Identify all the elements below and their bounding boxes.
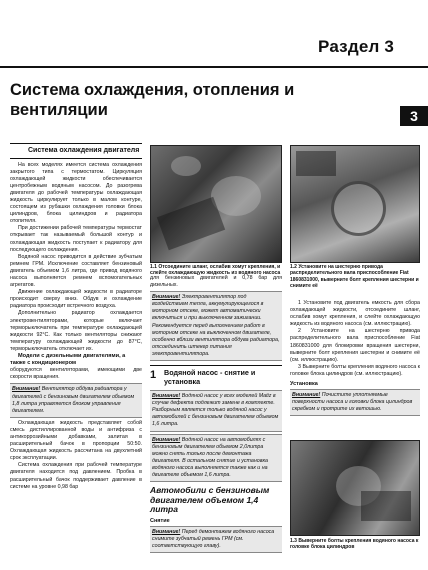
section-number: 1 [150, 369, 157, 382]
bold-paragraph: Модели с дизельными двигателями, а также с кондиционером [10, 353, 126, 367]
step-paragraph: 3 Выверните болты крепления водяного насоса к головке блока цилиндров (см. иллюстрацию). [290, 363, 420, 377]
paragraph: Охлаждающая жидкость представляет собой смесь дистиллированной воды и антифриза с антикоррозийными добавками, залитая в расширительный бачок в пропорции 50:50. Охлаждающая жидкость рассчитана на двухлетний срок эксплуатации. [10, 419, 142, 462]
warning-box [150, 434, 282, 483]
warning-text: Электровентилятор под воздействием тепла, аккумулирующегося в моторном отсеке, может автоматически включиться и при выключенном зажигании. Рекомендуется перед выполнением работ в моторном отсеке на выключенном двигателе, особенно вблизи вентилятора обдува радиатора, отсоединить штекер питания электровентилятора. [152, 294, 280, 357]
section-label: Раздел 3 [318, 37, 395, 56]
page-title: Система охлаждения, отопления и вентиляции [10, 81, 295, 119]
subsection-heading: Автомобили с бензиновым двигателем объемом 1,4 литра [150, 485, 270, 515]
paragraph: При достижении рабочей температуры термостат открывает так называемый большой контур и охлаждающая жидкость поступает к радиатору для последующего охлаждения. [10, 225, 142, 253]
column-1 [10, 147, 142, 491]
photo-camshaft-tool [290, 145, 420, 263]
paragraph: Водяной насос приводится в действие зубчатым ремнем ГРМ. Исключение составляет бензиновый двигатель объемом 1,6 литра, где привод водяного насоса выполняется ремнем вспомогательных агрегатов. [10, 253, 142, 289]
chapter-thumb-tab: 3 [400, 106, 428, 126]
step-paragraph: 2 Установите на шестерню привода распределительного вала приспособление Fiat 1860831000 для блокировки вращения шестерни, выверните болт крепления шестерни и снимите её (см. иллюстрацию). [290, 328, 420, 363]
photo1-caption: 1.1 Отсоедините шланг, ослабив хомут крепления, и слейте охлаждающую жидкость из водяного насоса [150, 264, 281, 277]
paragraph: оборудуются вентиляторами, имеющими две скорости вращения. [10, 367, 142, 381]
warning-box [150, 291, 282, 361]
paragraph: для бензиновых двигателей и 0,78 бар для дизельных. [150, 275, 282, 289]
procedure-heading: Снятие [150, 517, 170, 524]
photo3-caption: 1.3 Выверните болты крепления водяного насоса к головке блока цилиндров [290, 538, 419, 551]
warning-text: Вентилятор обдува радиатора у двигателей с бензиновым двигателем объемом 1,8 литра управляется блоком управления двигателем. [12, 386, 135, 414]
paragraph: Система охлаждения при рабочей температуре двигателя находится под давлением. Пробка в расширительный бачок поддерживает давление в системе на уровне 0,98 бар [10, 462, 142, 490]
section-heading-text: Водяной насос - снятие и установка [164, 368, 256, 386]
warning-label: Внимание! [292, 392, 321, 399]
photo2-caption: 1.2 Установите на шестерню привода распределительного вала приспособление Fiat 1860831000, выверните болт крепления шестерни и снимите её [290, 264, 419, 289]
column-2 [150, 275, 282, 555]
paragraph: Дополнительно радиатор охлаждается электровентиляторами, которые включает терморыключатель при температуре охлаждающей жидкости 92°С. Как только вентиляторы снижают температуру охлаждающей жидкости до 87°С, терморыключатель отключает их. [10, 310, 142, 352]
paragraph: Движение охлаждающей жидкости в радиаторе происходит сверху вниз. Обдув и охлаждение радиатора происходит встречного воздуха. [10, 289, 142, 310]
warning-box [290, 389, 420, 416]
warning-label: Внимание! [152, 528, 181, 535]
warning-text: Водяной насос у всех моделей Matiz в случае дефекта подлежит замене в комплекте. Разборным является только водяной насос у автомобилей с бензиновым двигателем объемом 1,6 литра. [152, 393, 279, 428]
column1-divider [10, 143, 142, 144]
warning-label: Внимание! [12, 386, 41, 393]
warning-box [10, 383, 142, 417]
paragraph: На всех моделях имеется система охлаждения закрытого типа с термостатом. Циркуляция охлаждающей жидкости обеспечивается центробежным водяным насосом. До разогрева двигателя до рабочей температуры охлаждающая жидкость циркулирует только в малом контуре, состоящем из рубашки охлаждения головки блока цилиндров, блока цилиндров и радиатора отопителя. [10, 161, 142, 225]
warning-label: Внимание! [152, 436, 181, 443]
section-heading [150, 365, 282, 387]
warning-text: Перед демонтажем водяного насоса снимите зубчатый ремень ГРМ (см. соответствующую главу). [152, 528, 275, 549]
warning-label: Внимание! [152, 294, 181, 301]
photo-hose-removal [150, 145, 282, 263]
warning-text: Водяной насос на автомобилях с бензиновым двигателем объемом 2,0литра можно снять только после демонтажа двигателя. В остальном снятие и установка водяного насоса выполняется также как и на двигателе объемом 1,6 литра. [152, 436, 268, 478]
step-paragraph: 1 Установите под двигатель емкость для сбора охлаждающей жидкости, отсоедините шланг, ослабив хомут крепления, и слейте охлаждающую жидкость из водяного насоса (см. иллюстрацию). [290, 300, 420, 328]
section-subheading: Система охлаждения двигателя [10, 147, 142, 159]
warning-box [150, 526, 282, 553]
warning-box [150, 390, 282, 431]
procedure-heading: Установка [290, 381, 318, 388]
warning-label: Внимание! [152, 393, 181, 400]
photo-pump-bolts [290, 440, 420, 536]
header-divider [0, 66, 428, 68]
column-3 [290, 300, 420, 418]
warning-text: Почистите уплотняемые поверхности насоса и головки блока цилиндров скребком и протрите их ветошью. [292, 392, 413, 413]
